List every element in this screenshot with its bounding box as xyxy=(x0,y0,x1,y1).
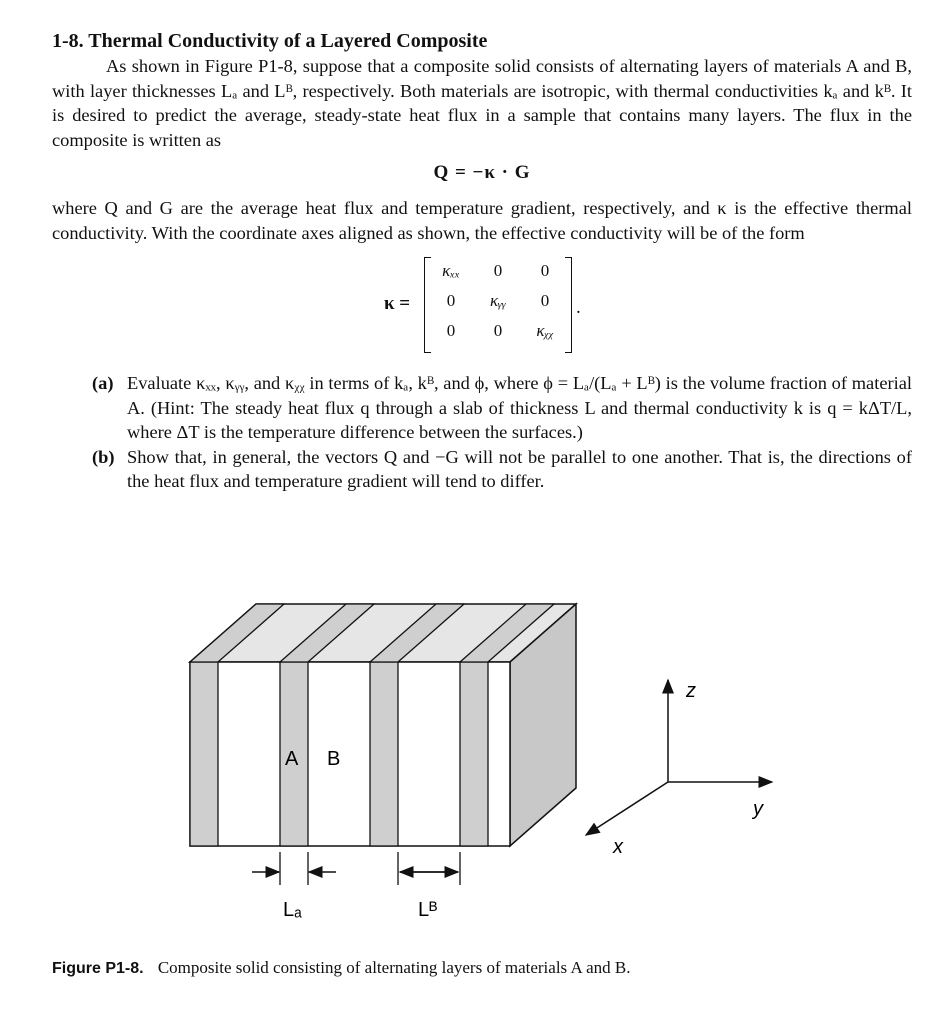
label-b: B xyxy=(327,748,341,770)
layer-a xyxy=(370,662,398,846)
matrix-cell: 0 xyxy=(540,291,550,310)
label-a: A xyxy=(285,748,299,770)
part-b-tag: (b) xyxy=(92,446,115,467)
layer-a xyxy=(190,662,218,846)
axis-y-label: y xyxy=(753,798,763,820)
flux-equation: Q = −κ · G xyxy=(433,162,531,183)
figure-caption xyxy=(52,958,630,978)
matrix-cell: κₓₓ xyxy=(442,261,460,280)
matrix-cell: κᵪᵪ xyxy=(536,321,554,340)
caption-text: Composite solid consisting of alternating layers of materials A and B. xyxy=(157,958,631,977)
matrix-cell: 0 xyxy=(493,321,503,340)
kappa-label: κ = xyxy=(384,293,411,314)
problem-title: 1-8. Thermal Conductivity of a Layered Composite xyxy=(52,30,488,52)
label-la: Lₐ xyxy=(283,899,302,921)
matrix-cell: 0 xyxy=(446,321,456,340)
axis-z-label: z xyxy=(686,680,696,702)
part-a-text: Evaluate κₓₓ, κᵧᵧ, and κᵪᵪ in terms of kₐ, kᴮ, and ϕ, where ϕ = Lₐ/(Lₐ + Lᴮ) is the volume fraction of material A. (Hint: The steady heat flux q through a slab of thickness L and thermal conductivity k is q = kΔT/L, where ΔT is the temperature difference between the surfaces.) xyxy=(127,373,912,442)
part-a-tag: (a) xyxy=(92,373,114,393)
matrix-cell: κᵧᵧ xyxy=(490,291,506,310)
matrix-period: . xyxy=(576,297,581,318)
layer-a xyxy=(460,662,488,846)
problem-paragraph-1: As shown in Figure P1-8, suppose that a composite solid consists of alternating layers of materials A and B, with layer thicknesses Lₐ and Lᴮ, respectively. Both materials are isotropic, with thermal conductivities kₐ and kᴮ. It is desired to predict the average, steady-state heat flux in a sample that contains many layers. The flux in the composite is written as xyxy=(52,56,912,150)
matrix-cell: 0 xyxy=(446,291,456,310)
matrix-cell: 0 xyxy=(540,261,550,280)
label-lb: Lᴮ xyxy=(418,899,438,921)
part-b-text: Show that, in general, the vectors Q and −G will not be parallel to one another. That is, the directions of the heat flux and temperature gradient will tend to differ. xyxy=(127,446,912,491)
x-axis xyxy=(586,782,668,835)
matrix-cell: 0 xyxy=(493,261,503,280)
axis-x-label: x xyxy=(613,836,623,858)
caption-label: Figure P1-8. xyxy=(52,960,144,977)
problem-paragraph-2: where Q and G are the average heat flux and temperature gradient, respectively, and κ is the effective thermal conductivity. With the coordinate axes aligned as shown, the effective conductivity will be of the form xyxy=(52,198,912,243)
